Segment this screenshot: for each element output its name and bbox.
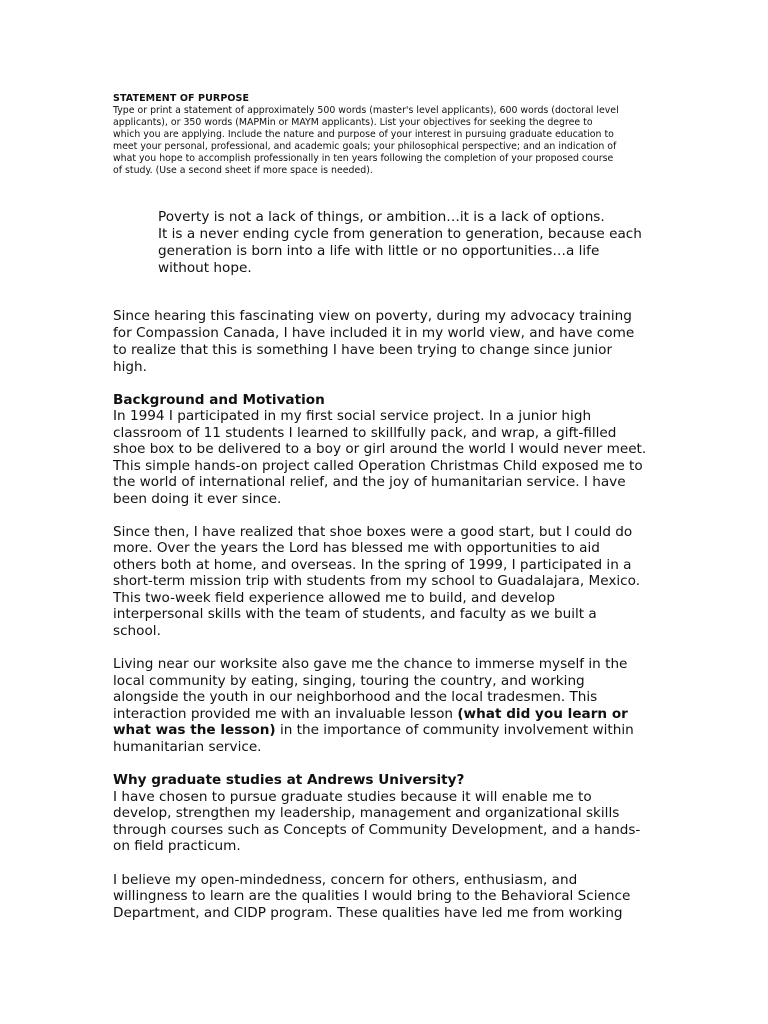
paragraph-line: In 1994 I participated in my first social service project. In a junior high: [113, 408, 592, 424]
paragraph-line: Since then, I have realized that shoe boxes were a good start, but I could do: [113, 524, 633, 540]
paragraph-line: been doing it ever since.: [113, 491, 282, 507]
paragraph-line: school.: [113, 623, 161, 639]
section-heading-background: Background and Motivation: [113, 392, 325, 408]
paragraph-line: I have chosen to pursue graduate studies because it will enable me to: [113, 789, 592, 805]
paragraph-line: Department, and CIDP program. These qualities have led me from working: [113, 905, 623, 921]
instruction-line: Type or print a statement of approximately 500 words (master's level applicants), 600 words (doctoral level: [113, 105, 619, 116]
paragraph-line: more. Over the years the Lord has blessed me with opportunities to aid: [113, 540, 600, 556]
instruction-line: what you hope to accomplish professionally in ten years following the completion of your proposed course: [113, 153, 614, 164]
paragraph-line: [113, 706, 628, 723]
paragraph-line: classroom of 11 students I learned to skillfully pack, and wrap, a gift-filled: [113, 425, 617, 441]
form-title: STATEMENT OF PURPOSE: [113, 93, 250, 104]
intro-line: for Compassion Canada, I have included it in my world view, and have come: [113, 325, 635, 341]
instruction-line: applicants), or 350 words (MAPMin or MAYM applicants). List your objectives for seeking the degree to: [113, 117, 593, 128]
paragraph-line: others both at home, and overseas. In the spring of 1999, I participated in a: [113, 557, 632, 573]
quote-line: Poverty is not a lack of things, or ambition…it is a lack of options.: [158, 209, 605, 225]
paragraph-line: alongside the youth in our neighborhood and the local tradesmen. This: [113, 689, 598, 705]
paragraph-line: the world of international relief, and the joy of humanitarian service. I have: [113, 474, 626, 490]
paragraph-line: willingness to learn are the qualities I would bring to the Behavioral Science: [113, 888, 631, 904]
bold-note: what was the lesson): [113, 722, 276, 738]
paragraph-line: I believe my open-mindedness, concern for others, enthusiasm, and: [113, 872, 578, 888]
paragraph-line: local community by eating, singing, touring the country, and working: [113, 673, 585, 689]
intro-line: to realize that this is something I have been trying to change since junior: [113, 342, 613, 358]
instruction-line: of study. (Use a second sheet if more space is needed).: [113, 165, 373, 176]
paragraph-line: Living near our worksite also gave me the chance to immerse myself in the: [113, 656, 628, 672]
paragraph-text: in the importance of community involvement within: [275, 722, 634, 738]
paragraph-line: [113, 722, 634, 739]
paragraph-line: through courses such as Concepts of Community Development, and a hands-: [113, 822, 641, 838]
paragraph-line: interpersonal skills with the team of students, and faculty as we built a: [113, 606, 597, 622]
paragraph-line: on field practicum.: [113, 838, 241, 854]
quote-line: It is a never ending cycle from generation to generation, because each: [158, 226, 642, 242]
bold-note: (what did you learn or: [457, 706, 628, 722]
instruction-line: which you are applying. Include the nature and purpose of your interest in pursuing graduate education to: [113, 129, 614, 140]
paragraph-line: develop, strengthen my leadership, management and organizational skills: [113, 805, 620, 821]
quote-line: without hope.: [158, 260, 252, 276]
paragraph-line: This simple hands-on project called Operation Christmas Child exposed me to: [113, 458, 643, 474]
paragraph-line: shoe box to be delivered to a boy or girl around the world I would never meet.: [113, 441, 647, 457]
intro-line: high.: [113, 359, 147, 375]
paragraph-text: interaction provided me with an invaluable lesson: [113, 706, 458, 722]
paragraph-line: humanitarian service.: [113, 739, 262, 755]
intro-line: Since hearing this fascinating view on poverty, during my advocacy training: [113, 308, 632, 324]
paragraph-line: This two-week field experience allowed me to build, and develop: [113, 590, 555, 606]
section-heading-why-graduate: Why graduate studies at Andrews University?: [113, 772, 465, 788]
instruction-line: meet your personal, professional, and academic goals; your philosophical perspective; and an indication of: [113, 141, 617, 152]
quote-line: generation is born into a life with little or no opportunities…a life: [158, 243, 600, 259]
paragraph-line: short-term mission trip with students from my school to Guadalajara, Mexico.: [113, 573, 641, 589]
